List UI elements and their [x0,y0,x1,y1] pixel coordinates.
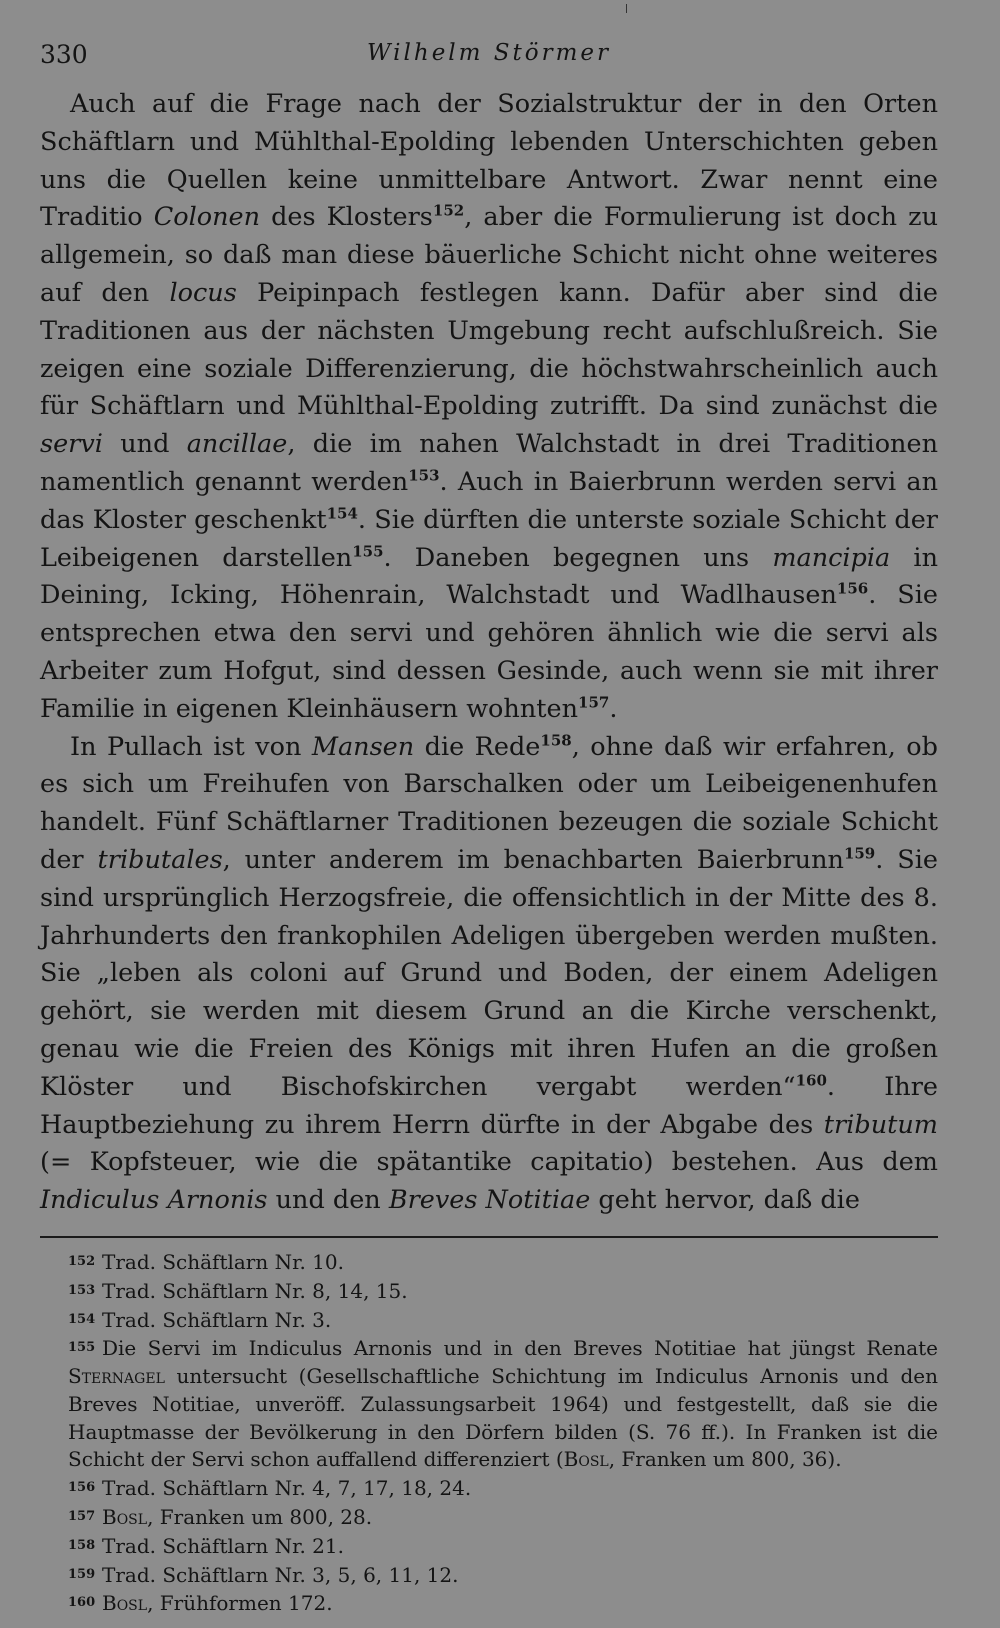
footnote-number: 152 [68,1253,96,1269]
author-name: Sternagel [68,1364,165,1389]
footnote-ref: 152 [432,201,465,220]
footnote [40,1561,938,1590]
paragraph [40,729,938,1220]
footnote-ref: 159 [843,844,876,863]
footnote-ref: 160 [795,1071,827,1090]
author-name: Bosl [563,1447,609,1472]
footnote-text [102,1505,372,1529]
italic-term: tributales [97,844,223,875]
text-run: , ohne daß wir erfahren, ob es sich um Freihufen von Barschalken oder um Leibeigenenhufen handelt. Fünf Schäftlarner Traditionen bezeugen die soziale Schicht der [40,731,938,875]
text-run: , Franken um 800, 28. [147,1505,373,1530]
footnotes [40,1248,938,1618]
footnote-number: 154 [68,1311,96,1327]
footnote [40,1532,938,1561]
scan-mark [626,4,627,13]
text-run: . Sie entsprechen etwa den servi und gehören ähnlich wie die servi als Arbeiter zum Hofgut, sind dessen Gesinde, auch wenn sie mit ihrer Familie in eigenen Kleinhäusern wohnten [40,580,938,724]
footnote-number: 156 [68,1480,96,1496]
book-page [40,30,938,1618]
italic-term: Colonen [153,202,261,233]
footnote-text [102,1308,331,1332]
text-run: , Frühformen 172. [147,1591,333,1616]
footnote [40,1503,938,1532]
text-run: und [102,429,187,460]
text-run: Trad. Schäftlarn Nr. 10. [102,1249,344,1274]
footnote-text [68,1336,938,1471]
footnote-rule [40,1236,938,1238]
page-number: 330 [40,40,88,69]
text-run: geht hervor, daß die [590,1185,860,1216]
text-run: Trad. Schäftlarn Nr. 3, 5, 6, 11, 12. [102,1562,459,1587]
footnote [40,1306,938,1335]
text-run: , Franken um 800, 36). [608,1447,842,1472]
text-run: . Sie dürften die unterste soziale Schicht der Leibeigenen darstellen [40,504,938,573]
text-run: , die im nahen Walchstadt in drei Traditionen namentlich genannt werden [40,429,938,497]
text-run: Peipinpach festlegen kann. Dafür aber sind die Traditionen aus der nächsten Umgebung recht aufschlußreich. Sie zeigen eine soziale Differenzierung, die höchstwahrscheinlich auch für Schäftlarn und Mühlthal-Epolding zutrifft. Da sind zunächst die [40,277,938,422]
footnote-number: 158 [68,1537,96,1553]
footnote [40,1589,938,1618]
footnote-number: 157 [68,1509,96,1525]
italic-term: ancillae [186,429,288,460]
text-run: . Daneben begegnen uns [383,542,773,573]
text-run: Trad. Schäftlarn Nr. 3. [102,1307,332,1332]
text-run: Trad. Schäftlarn Nr. 4, 7, 17, 18, 24. [102,1476,472,1501]
italic-term: Breves Notitiae [388,1185,591,1216]
text-run: des Klosters [260,202,433,233]
text-run: . Ihre Hauptbeziehung zu ihrem Herrn dürfte in der Abgabe des [40,1071,938,1140]
footnote-ref: 156 [836,579,869,598]
footnote-text [102,1279,408,1303]
text-run: Trad. Schäftlarn Nr. 8, 14, 15. [102,1278,408,1303]
footnote-ref: 157 [578,693,610,712]
footnote [40,1474,938,1503]
footnote [40,1277,938,1306]
body-text [40,86,938,1220]
italic-term: mancipia [772,542,891,573]
running-head [40,30,938,86]
footnote-number: 153 [68,1282,96,1298]
footnote-number: 160 [68,1595,96,1611]
footnote-ref: 154 [326,504,358,523]
footnote-text [102,1534,344,1558]
author-name: Bosl [102,1591,148,1616]
italic-term: locus [169,277,237,308]
text-run: Auch auf die Frage nach der Sozialstruktur der in den Orten Schäftlarn und Mühlthal-Epolding lebenden Unterschichten geben uns die Quellen keine unmittelbare Antwort. Zwar nennt eine Traditio [40,89,938,233]
text-run: Trad. Schäftlarn Nr. 21. [102,1533,344,1558]
italic-term: Indiculus Arnonis [40,1185,268,1216]
text-run: In Pullach ist von [70,731,312,762]
footnote-text [102,1476,471,1500]
text-run: . [609,693,618,724]
text-run: Die Servi im Indiculus Arnonis und in den Breves Notitiae hat jüngst Renate [102,1336,938,1361]
text-run: untersucht (Gesellschaftliche Schichtung im Indiculus Arnonis und den Breves Notitiae, unveröff. Zulassungsarbeit 1964) und festgestellt, daß sie die Hauptmasse der Bevölkerung in den Dörfern bilden (S. 76 ff.). In Franken ist die Schicht der Servi schon auffallend differenziert ( [68,1364,938,1472]
italic-term: Mansen [311,731,415,762]
paragraph [40,86,938,729]
italic-term: servi [40,429,103,460]
author-name: Bosl [102,1505,148,1530]
text-run: in Deining, Icking, Höhenrain, Walchstadt und Wadlhausen [40,542,938,611]
running-title: Wilhelm Störmer [366,40,612,66]
text-run: , aber die Formulierung ist doch zu allgemein, so daß man diese bäuerliche Schicht nicht ohne weiteres auf den [40,202,938,308]
text-run: . Sie sind ursprünglich Herzogsfreie, die offensichtlich in der Mitte des 8. Jahrhunderts den frankophilen Adeligen übergeben werden mußten. Sie „leben als coloni auf Grund und Boden, der einem Adeligen gehört, sie werden mit diesem Grund an die Kirche verschenkt, genau wie die Freien des Königs mit ihren Hufen an die großen Klöster und Bischofskirchen vergabt werden“ [40,844,938,1102]
italic-term: tributum [823,1109,938,1140]
footnote [40,1334,938,1474]
footnote-number: 155 [68,1340,96,1356]
footnote [40,1248,938,1277]
text-run: die Rede [414,731,541,762]
footnote-ref: 153 [408,466,440,485]
footnote-text [102,1591,333,1615]
text-run: , unter anderem im benachbarten Baierbrunn [222,844,844,875]
footnote-ref: 158 [540,731,572,750]
text-run: (= Kopfsteuer, wie die spätantike capitatio) bestehen. Aus dem [40,1147,938,1178]
footnote-ref: 155 [352,542,384,561]
text-run: und den [267,1185,389,1216]
footnote-number: 159 [68,1566,96,1582]
text-run: . Auch in Baierbrunn werden servi an das Kloster geschenkt [40,466,938,535]
footnote-text [102,1563,458,1587]
footnote-text [102,1250,344,1274]
